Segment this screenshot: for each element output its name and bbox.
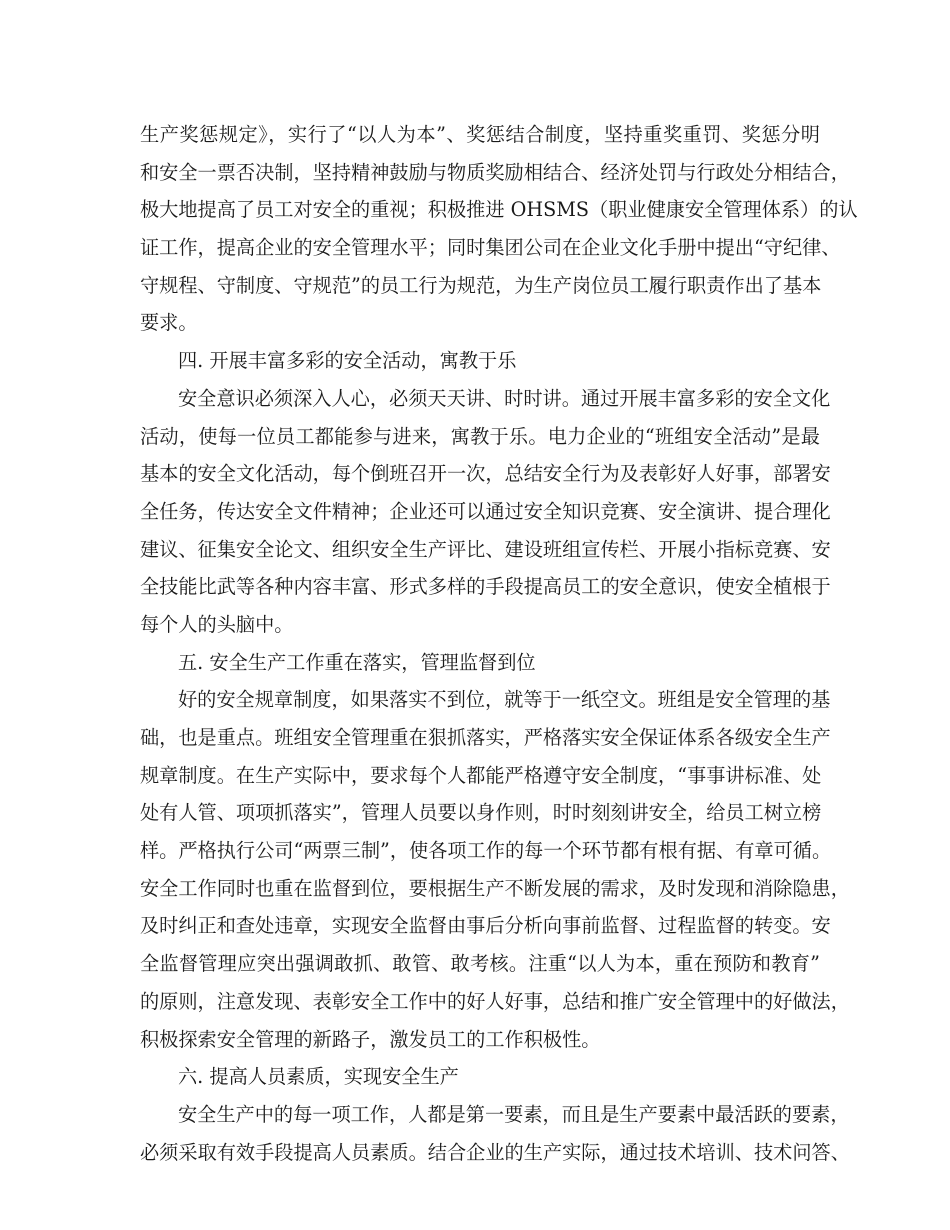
paragraph-line: 好的安全规章制度，如果落实不到位，就等于一纸空文。班组是安全管理的基 <box>178 688 831 712</box>
paragraph-line: 积极探索安全管理的新路子，激发员工的工作积极性。 <box>140 1027 601 1051</box>
section-heading: 五. 安全生产工作重在落实，管理监督到位 <box>178 650 536 674</box>
body-text <box>140 116 858 1171</box>
paragraph-line: 规章制度。在生产实际中，要求每个人都能严格遵守安全制度，“事事讲标准、处 <box>140 763 822 787</box>
paragraph-line: 极大地提高了员工对安全的重视；积极推进 OHSMS（职业健康安全管理体系）的认 <box>140 198 858 222</box>
paragraph-line: 全技能比武等各种内容丰富、形式多样的手段提高员工的安全意识，使安全植根于 <box>140 575 831 599</box>
paragraph-line: 必须采取有效手段提高人员素质。结合企业的生产实际，通过技术培训、技术问答、 <box>140 1140 850 1164</box>
paragraph-line: 处有人管、项项抓落实”，管理人员要以身作则，时时刻刻讲安全，给员工树立榜 <box>140 801 822 825</box>
paragraph-line: 建议、征集安全论文、组织安全生产评比、建设班组宣传栏、开展小指标竞赛、安 <box>140 537 831 561</box>
paragraph-line: 守规程、守制度、守规范”的员工行为规范，为生产岗位员工履行职责作出了基本 <box>140 273 822 297</box>
paragraph-line: 生产奖惩规定》，实行了“以人为本”、奖惩结合制度，坚持重奖重罚、奖惩分明 <box>140 123 820 146</box>
paragraph-line: 础，也是重点。班组安全管理重在狠抓落实，严格落实安全保证体系各级安全生产 <box>140 726 831 749</box>
paragraph-line: 每个人的头脑中。 <box>140 612 294 636</box>
paragraph-line: 证工作，提高企业的安全管理水平；同时集团公司在企业文化手册中提出“守纪律、 <box>140 236 841 260</box>
paragraph-line: 安全意识必须深入人心，必须天天讲、时时讲。通过开展丰富多彩的安全文化 <box>178 386 831 410</box>
paragraph-line: 活动，使每一位员工都能参与进来，寓教于乐。电力企业的“班组安全活动”是最 <box>140 424 820 448</box>
paragraph-line: 要求。 <box>140 311 198 335</box>
paragraph-line: 的原则，注意发现、表彰安全工作中的好人好事，总结和推广安全管理中的好做法， <box>140 989 850 1013</box>
paragraph-line: 全监督管理应突出强调敢抓、敢管、敢考核。注重“以人为本，重在预防和教育” <box>140 952 820 976</box>
paragraph-line: 安全生产中的每一项工作，人都是第一要素，而且是生产要素中最活跃的要素， <box>178 1102 850 1126</box>
section-heading: 六. 提高人员素质，实现安全生产 <box>178 1065 459 1089</box>
paragraph-line: 和安全一票否决制，坚持精神鼓励与物质奖励相结合、经济处罚与行政处分相结合， <box>140 160 850 184</box>
paragraph-line: 基本的安全文化活动，每个倒班召开一次，总结安全行为及表彰好人好事，部署安 <box>140 462 831 486</box>
paragraph-line: 全任务，传达安全文件精神；企业还可以通过安全知识竞赛、安全演讲、提合理化 <box>140 499 831 523</box>
section-heading: 四. 开展丰富多彩的安全活动，寓教于乐 <box>178 349 517 373</box>
paragraph-line: 及时纠正和查处违章，实现安全监督由事后分析向事前监督、过程监督的转变。安 <box>140 914 831 938</box>
paragraph-line: 安全工作同时也重在监督到位，要根据生产不断发展的需求，及时发现和消除隐患， <box>140 876 850 900</box>
paragraph-line: 样。严格执行公司“两票三制”，使各项工作的每一个环节都有根有据、有章可循。 <box>140 839 832 863</box>
